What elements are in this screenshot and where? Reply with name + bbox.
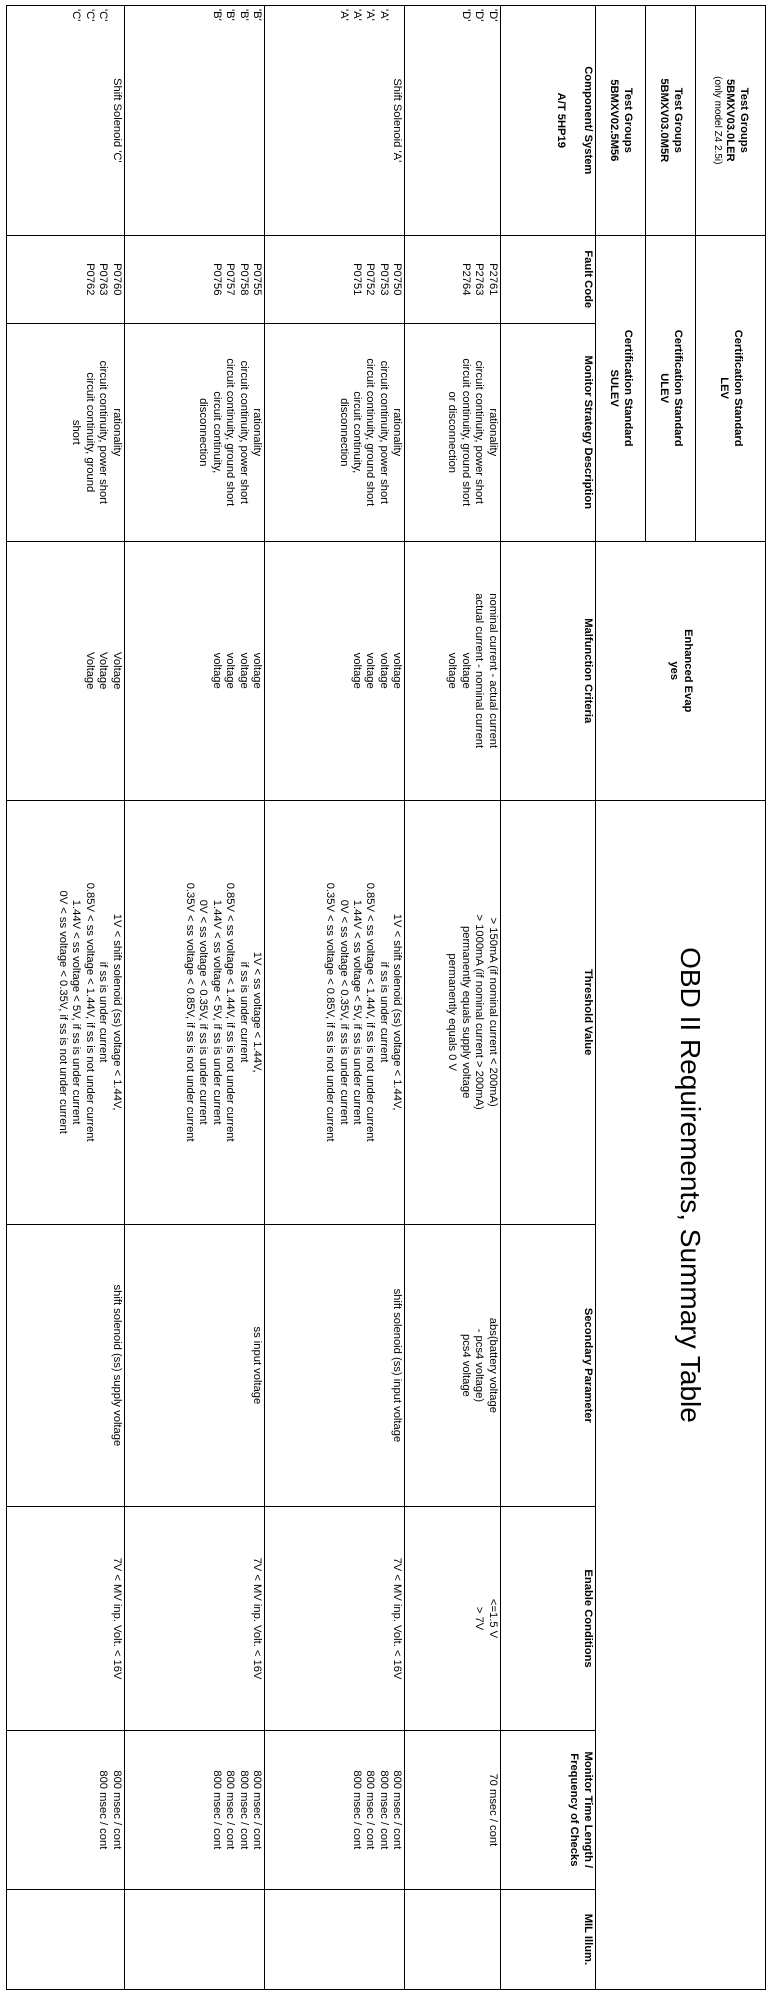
test-group-cell: Test Groups 5BMXV02.5M56	[595, 6, 645, 236]
threshold-value-cell	[124, 800, 264, 1224]
monitor-strategy-text: circuit continuity, power short	[473, 360, 486, 504]
page-title: OBD II Requirements, Summary Table	[675, 947, 706, 1423]
enable-conditions-cell	[265, 1507, 405, 1731]
monitor-time-text: 800 msec / cont	[237, 1770, 250, 1850]
header-threshold-value: Threshold Value	[500, 800, 595, 1224]
malfunction-criteria-cell	[405, 541, 500, 800]
component-group-row	[124, 6, 264, 1990]
fault-code-cell	[124, 235, 264, 323]
mil-cell	[405, 1889, 500, 1989]
monitor-strategy-text: rationality	[486, 408, 499, 457]
sub-label: 'C'	[70, 9, 83, 22]
malfunction-criteria-cell	[265, 541, 405, 800]
component-cell	[124, 6, 264, 236]
sub-label: 'A'	[351, 9, 364, 21]
threshold-value-text: 0.85V < ss voltage < 1.44V, if ss is not under current	[364, 882, 377, 1142]
mil-cell	[124, 1889, 264, 1989]
component-name: Shift Solenoid 'C'	[110, 78, 123, 163]
malfunction-criteria-text: Voltage	[97, 652, 110, 690]
malfunction-criteria-cell	[7, 541, 125, 800]
monitor-strategy-text: circuit continuity, power short	[97, 360, 110, 504]
threshold-value-text: 1.44V < ss voltage < 5V, if ss is under current	[210, 899, 223, 1125]
monitor-time-text: 800 msec / cont	[251, 1770, 264, 1850]
monitor-strategy-text: circuit continuity, ground short	[364, 358, 377, 507]
enable-conditions-text: <=1.5 V > 7V	[473, 1598, 499, 1639]
monitor-time-cell	[405, 1730, 500, 1889]
monitor-time-text: 800 msec / cont	[351, 1770, 364, 1850]
malfunction-criteria-text: voltage	[364, 652, 377, 689]
test-group-row-1	[695, 6, 765, 1990]
fault-code-text: P0753	[377, 263, 390, 296]
fault-code-text: P0758	[237, 263, 250, 296]
sub-label: 'B'	[210, 9, 223, 21]
fault-code-text: P0757	[224, 263, 237, 296]
monitor-strategy-text: circuit continuity, power short	[377, 360, 390, 504]
enable-conditions-text: 7V < MV inp. Volt. < 16V	[110, 1557, 123, 1680]
malfunction-criteria-text: voltage	[446, 652, 459, 689]
sub-label: 'B'	[224, 9, 237, 21]
sub-label: 'C'	[97, 9, 110, 22]
header-monitor-time: Monitor Time Length / Frequency of Checks	[500, 1730, 595, 1889]
malfunction-criteria-text: voltage	[224, 652, 237, 689]
component-group-row	[7, 6, 125, 1990]
threshold-value-text: 0.85V < ss voltage < 1.44V, if ss is not under current	[224, 882, 237, 1142]
malfunction-criteria-text: voltage	[351, 652, 364, 689]
monitor-time-text: 70 msec / cont	[486, 1773, 499, 1847]
fault-code-text: P2761	[486, 263, 499, 296]
threshold-value-text: 1V < ss voltage < 1.44V, if ss is under current	[237, 951, 264, 1073]
column-header-row	[500, 6, 595, 1990]
header-enable-conditions: Enable Conditions	[500, 1507, 595, 1731]
malfunction-criteria-text: nominal current - actual current actual current - nominal current	[473, 593, 499, 749]
monitor-strategy-cell	[7, 323, 125, 541]
sub-label: 'A'	[364, 9, 377, 21]
fault-code-cell	[265, 235, 405, 323]
mil-cell	[7, 1889, 125, 1989]
header-secondary-parameter: Secondary Parameter	[500, 1224, 595, 1507]
enable-conditions-cell	[405, 1507, 500, 1731]
threshold-value-text: 1V < shift solenoid (ss) voltage < 1.44V, if ss is under current	[97, 913, 123, 1111]
monitor-strategy-text: circuit continuity, disconnection	[337, 391, 364, 474]
malfunction-criteria-text: voltage	[377, 652, 390, 689]
fault-code-text: P0750	[391, 263, 404, 296]
threshold-value-text: 0V < ss voltage < 0.35V, if ss is under current 0.35V < ss voltage < 0.85V, if ss is not under current	[183, 882, 210, 1142]
secondary-parameter-text: shift solenoid (ss) input voltage	[391, 1288, 404, 1443]
sub-label: 'A'	[337, 9, 350, 21]
enable-conditions-cell	[7, 1507, 125, 1731]
fault-code-text: P0756	[210, 263, 223, 296]
enable-conditions-cell	[124, 1507, 264, 1731]
header-fault-code: Fault Code	[500, 235, 595, 323]
monitor-time-cell	[7, 1730, 125, 1889]
threshold-value-text: 1V < shift solenoid (ss) voltage < 1.44V, if ss is under current	[377, 913, 404, 1111]
header-component: Component/ System A/T 5HP19	[500, 6, 595, 236]
threshold-value-text: 1.44V < ss voltage < 5V, if ss is under current	[351, 899, 364, 1125]
monitor-strategy-text: circuit continuity, disconnection	[197, 391, 223, 474]
fault-code-text: P0755	[251, 263, 264, 296]
fault-code-text: P0760	[110, 263, 123, 296]
monitor-strategy-cell	[265, 323, 405, 541]
sub-label: 'B'	[237, 9, 250, 21]
malfunction-criteria-cell	[124, 541, 264, 800]
mil-cell	[265, 1889, 405, 1989]
secondary-parameter-cell	[7, 1224, 125, 1507]
monitor-time-text: 800 msec / cont	[97, 1770, 110, 1850]
monitor-time-text: 800 msec / cont	[391, 1770, 404, 1850]
monitor-strategy-text: circuit continuity, ground short	[224, 358, 237, 507]
threshold-value-text: permanently equals 0 V	[446, 953, 459, 1071]
monitor-strategy-text: circuit continuity, ground short or disconnection	[446, 358, 472, 507]
fault-code-text: P0763	[97, 263, 110, 296]
enable-conditions-text: 7V < MV inp. Volt. < 16V	[251, 1557, 264, 1680]
header-mil-illum: MIL Illum.	[500, 1889, 595, 1989]
threshold-value-cell	[405, 800, 500, 1224]
sub-label: 'D'	[486, 9, 499, 22]
monitor-time-text: 800 msec / cont	[210, 1770, 223, 1850]
sub-label: 'D'	[459, 9, 472, 22]
secondary-parameter-text: shift solenoid (ss) supply voltage	[110, 1284, 123, 1447]
threshold-value-text: > 150mA (if nominal current < 200mA) > 1000mA (if nominal current > 200mA)	[473, 914, 499, 1110]
malfunction-criteria-text: voltage	[237, 652, 250, 689]
fault-code-text: P0751	[351, 263, 364, 296]
title-area	[595, 800, 765, 1989]
monitor-time-text: 800 msec / cont	[110, 1770, 123, 1850]
threshold-value-cell	[7, 800, 125, 1224]
header-monitor-strategy: Monitor Strategy Description	[500, 323, 595, 541]
monitor-strategy-cell	[124, 323, 264, 541]
fault-code-text: P2763	[473, 263, 486, 296]
component-group-row	[265, 6, 405, 1990]
monitor-strategy-text: circuit continuity, ground short	[70, 372, 96, 493]
malfunction-criteria-text: voltage	[210, 652, 223, 689]
malfunction-criteria-text: voltage	[391, 652, 404, 689]
fault-code-text: P2764	[459, 263, 472, 296]
secondary-parameter-text: abs(battery voltage - pcs4 voltage) pcs4 voltage	[459, 1317, 499, 1413]
malfunction-criteria-text: voltage	[459, 652, 472, 689]
monitor-strategy-text: rationality	[251, 408, 264, 457]
sub-label: 'B'	[251, 9, 264, 21]
secondary-parameter-cell	[124, 1224, 264, 1507]
component-group-row	[405, 6, 500, 1990]
threshold-value-text: 0V < ss voltage < 0.35V, if ss is under current 0.35V < ss voltage < 0.85V, if ss is not under current	[324, 882, 350, 1142]
sub-label: 'C'	[83, 9, 96, 22]
certification-standard-cell: Certification Standard ULEV	[645, 235, 695, 541]
certification-standard-cell: Certification Standard SULEV	[595, 235, 645, 541]
enable-conditions-text: 7V < MV inp. Volt. < 16V	[391, 1557, 404, 1680]
threshold-value-text: 0.85V < ss voltage < 1.44V, if ss is not under current	[83, 882, 96, 1142]
monitor-strategy-text: circuit continuity, power short	[237, 360, 250, 504]
test-group-cell: Test Groups 5BMXV03.0LER (only model Z4 2.5i)	[695, 6, 765, 236]
monitor-time-cell	[124, 1730, 264, 1889]
monitor-time-cell	[265, 1730, 405, 1889]
threshold-value-text: permanently equals supply voltage	[459, 926, 472, 1099]
secondary-parameter-cell	[405, 1224, 500, 1507]
secondary-parameter-text: ss input voltage	[251, 1326, 264, 1405]
enhanced-evap-cell: Enhanced Evap yes	[595, 541, 765, 800]
component-cell	[265, 6, 405, 236]
test-group-cell: Test Groups 5BMXV03.0M5R	[645, 6, 695, 236]
malfunction-criteria-text: Voltage	[110, 652, 123, 690]
malfunction-criteria-text: voltage	[251, 652, 264, 689]
component-cell	[7, 6, 125, 236]
fault-code-text: P0752	[364, 263, 377, 296]
threshold-value-cell	[265, 800, 405, 1224]
monitor-time-text: 800 msec / cont	[364, 1770, 377, 1850]
monitor-time-text: 800 msec / cont	[377, 1770, 390, 1850]
sub-label: 'D'	[473, 9, 486, 22]
fault-code-cell	[405, 235, 500, 323]
monitor-time-text: 800 msec / cont	[224, 1770, 237, 1850]
component-cell	[405, 6, 500, 236]
monitor-strategy-cell	[405, 323, 500, 541]
header-malfunction-criteria: Malfunction Criteria	[500, 541, 595, 800]
certification-standard-cell: Certification Standard LEV	[695, 235, 765, 541]
threshold-value-text: 1.44V < ss voltage < 5V, if ss is under current 0V < ss voltage < 0.35V, if ss is not under current	[57, 890, 83, 1134]
summary-table	[6, 5, 766, 1990]
secondary-parameter-cell	[265, 1224, 405, 1507]
sub-label: 'A'	[377, 9, 390, 21]
fault-code-cell	[7, 235, 125, 323]
fault-code-text: P0762	[83, 263, 96, 296]
component-name: Shift Solenoid 'A'	[391, 78, 404, 163]
malfunction-criteria-text: Voltage	[83, 652, 96, 690]
monitor-strategy-text: rationality	[391, 408, 404, 457]
monitor-strategy-text: rationality	[110, 408, 123, 457]
